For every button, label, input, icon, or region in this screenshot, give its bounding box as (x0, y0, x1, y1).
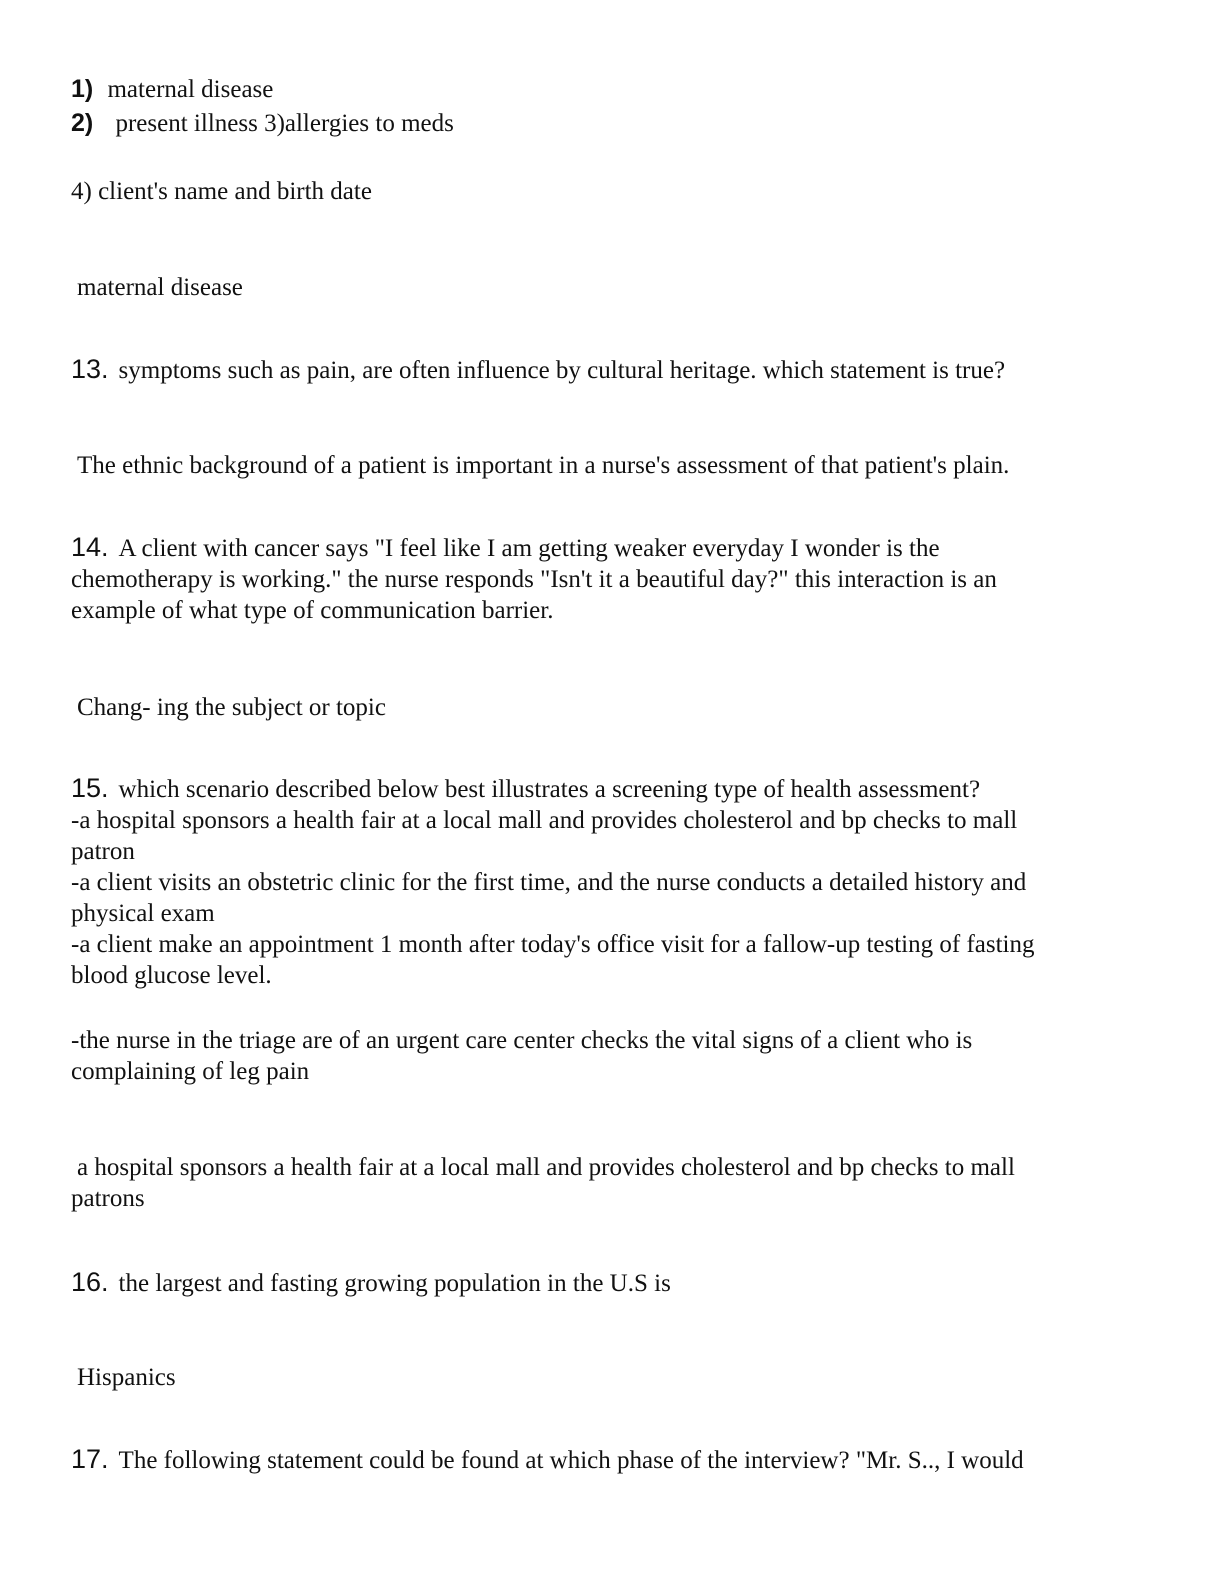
option-number: 1) (71, 75, 94, 103)
question-number: 17. (71, 1444, 109, 1474)
question-15 (71, 773, 1164, 991)
question-number: 15. (71, 773, 109, 803)
question-17 (71, 1444, 1164, 1476)
choice-line: -the nurse in the triage are of an urgent care center checks the vital signs of a client who is (71, 1027, 973, 1054)
option-text: present illness 3)allergies to meds (115, 110, 454, 137)
question-14 (71, 532, 1164, 626)
option-1 (71, 74, 1164, 105)
choice-line: -a client visits an obstetric clinic for the first time, and the nurse conducts a detailed history and (71, 869, 1027, 896)
choice-line: blood glucose level. (71, 962, 272, 989)
answer-14: Chang- ing the subject or topic (77, 694, 386, 721)
question-number: 16. (71, 1267, 109, 1297)
question-number: 14. (71, 532, 109, 562)
option-4 (71, 176, 1164, 207)
option-number: 2) (71, 109, 94, 137)
question-16 (71, 1267, 1164, 1299)
question-number: 13. (71, 354, 109, 384)
option-2 (71, 108, 1164, 139)
choice-line: -a hospital sponsors a health fair at a local mall and provides cholesterol and bp checks to mall (71, 807, 1018, 834)
choice-line: complaining of leg pain (71, 1058, 310, 1085)
question-15-choice-4 (71, 1025, 1164, 1087)
question-text-line: A client with cancer says "I feel like I am getting weaker everyday I wonder is the (118, 535, 940, 562)
question-text-line: which scenario described below best illustrates a screening type of health assessment? (118, 776, 981, 803)
answer-16: Hispanics (77, 1364, 176, 1391)
answer-13: The ethnic background of a patient is important in a nurse's assessment of that patient's plain. (77, 452, 1010, 479)
choice-line: -a client make an appointment 1 month after today's office visit for a fallow-up testing of fasting (71, 931, 1035, 958)
choice-line: patron (71, 838, 135, 865)
choice-line: physical exam (71, 900, 215, 927)
question-text: The following statement could be found at which phase of the interview? "Mr. S.., I would (118, 1447, 1024, 1474)
question-text: the largest and fasting growing population in the U.S is (118, 1270, 671, 1297)
answer-line: a hospital sponsors a health fair at a local mall and provides cholesterol and bp checks to mall (77, 1154, 1015, 1181)
answer-15 (71, 1152, 1164, 1214)
answer-line: patrons (71, 1185, 145, 1212)
question-13 (71, 354, 1164, 386)
question-text-line: example of what type of communication barrier. (71, 597, 554, 624)
question-text-line: chemotherapy is working." the nurse responds "Isn't it a beautiful day?" this interaction is an (71, 566, 997, 593)
option-text: 4) client's name and birth date (71, 178, 372, 205)
answer-12: maternal disease (77, 274, 243, 301)
option-text: maternal disease (107, 76, 274, 103)
question-text: symptoms such as pain, are often influence by cultural heritage. which statement is true? (118, 357, 1006, 384)
